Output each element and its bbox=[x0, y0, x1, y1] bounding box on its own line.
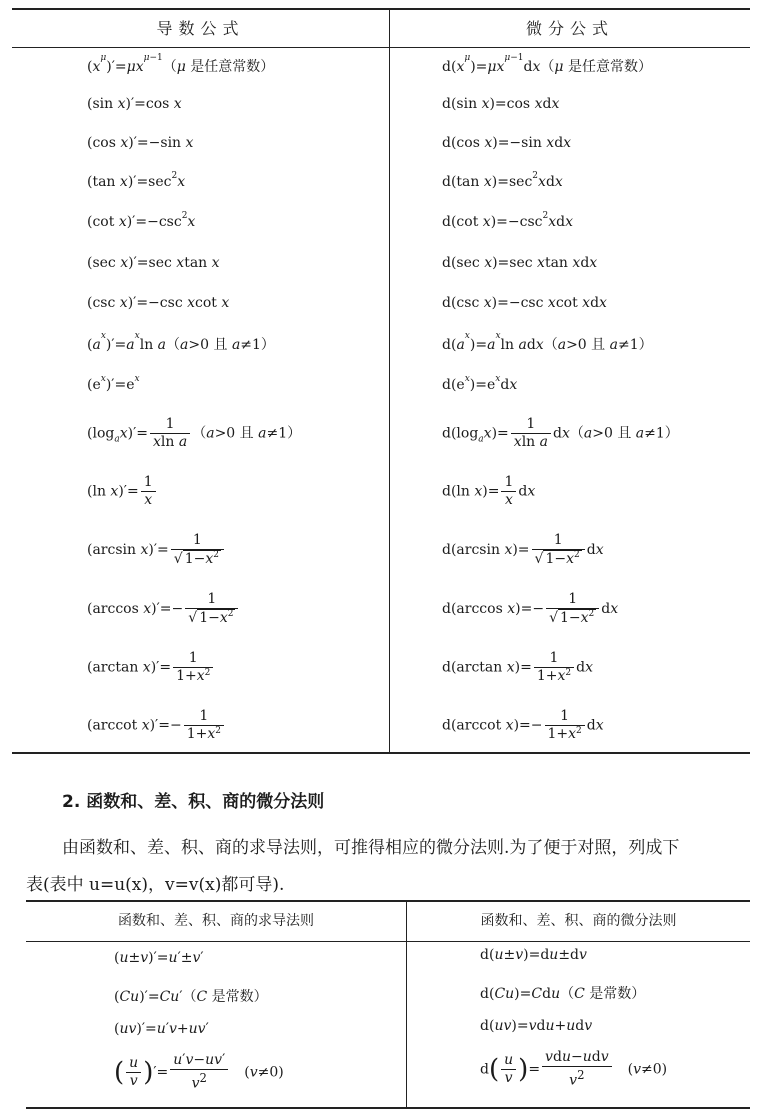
formula-derivative-ln: (ln x)′= $\frac{1}{x}$ bbox=[87, 474, 158, 509]
formula-differential-arcsin: d(arcsin x)= $\frac{1}{√ 1-x^2}$ dx bbox=[442, 532, 604, 567]
paragraph-line-1: 由函数和、差、积、商的求导法则，可推得相应的微分法则.为了便于对照，列成下 bbox=[62, 838, 680, 858]
table-bottom-rule bbox=[26, 1107, 750, 1109]
header-differential-formulas: 微分公式 bbox=[525, 19, 614, 38]
formula-differential-exponential-e: $d(e^x)=e^xdx$ bbox=[442, 374, 518, 393]
formula-differential-exponential-a: $d(a^x)=a^x\ln$ adx（a>0 且 a≠1） bbox=[442, 331, 653, 353]
formula-differential-cos: d(cos x)=−sin xdx bbox=[442, 135, 572, 151]
rule-differential-sum: d(u±v)=du±dv bbox=[480, 947, 587, 963]
rule-differential-product: d(uv)=vdu+udv bbox=[480, 1018, 593, 1034]
formula-differential-cot: d(cot $x)=-\csc^2xdx$ bbox=[442, 211, 573, 230]
formula-differential-sin: d(sin x)=cos xdx bbox=[442, 96, 560, 112]
table-column-divider bbox=[389, 8, 390, 754]
formula-derivative-arcsin: (arcsin x)′= $\frac{1}{√ 1-x^2}$ bbox=[87, 532, 226, 568]
formula-differential-tan: d(tan $x)=\sec^2xdx$ bbox=[442, 171, 563, 190]
formula-derivative-power: $(x^\mu)'=\mu x^{\mu-1}(\mu$ 是任意常数） bbox=[87, 53, 275, 75]
rule-derivative-quotient: ( $\frac{u}{v}$ )′= $\frac{u'v-uv'}{v^2}$ (v≠0) bbox=[114, 1052, 284, 1092]
formula-differential-csc: d(csc x)=−csc xcot xdx bbox=[442, 295, 607, 311]
formula-differential-arctan: d(arctan x)= $\frac{1}{1+x^2}$ dx bbox=[442, 650, 594, 684]
formula-derivative-sec: (sec x)′=sec xtan x bbox=[87, 255, 220, 271]
formula-derivative-sin: (sin x)′=cos x bbox=[87, 96, 182, 112]
formula-derivative-tan: (tan $x)'=\sec^2x$ bbox=[87, 171, 186, 190]
paragraph-line-2: 表(表中 u=u(x)，v=v(x)都可导). bbox=[26, 875, 285, 895]
formula-differential-arccos: d(arccos x)=− $\frac{1}{√ 1-x^2}$ dx bbox=[442, 591, 619, 626]
table-header-rule bbox=[26, 941, 750, 942]
formula-differential-log-a: $d(\log_ax)=$ $\frac{1}{\text{xln a}}$ dx（a>0 且 a≠1） bbox=[442, 416, 679, 450]
header-derivative-formulas: 导数公式 bbox=[156, 19, 245, 38]
formula-derivative-cot: (cot $x)'=-\csc^2x$ bbox=[87, 211, 196, 230]
rule-derivative-sum: (u±v)′=u′±v′ bbox=[114, 950, 204, 966]
rule-derivative-constant: (Cu)′=Cu′（C 是常数） bbox=[114, 989, 268, 1005]
header-derivative-rules: 函数和、差、积、商的求导法则 bbox=[118, 913, 314, 929]
header-differential-rules: 函数和、差、积、商的微分法则 bbox=[480, 913, 677, 929]
formula-differential-power: $d(x^\mu)=\mu x^{\mu-1}dx(\mu$ 是任意常数） bbox=[442, 53, 652, 75]
table-bottom-rule bbox=[12, 752, 750, 754]
table-header-rule bbox=[12, 47, 750, 48]
formula-derivative-exponential-e: $(e^x)'=e^x$ bbox=[87, 374, 140, 393]
formula-derivative-exponential-a: $(a^x)'=a^x\ln$ a（a>0 且 a≠1） bbox=[87, 331, 275, 353]
formula-derivative-arccot: (arccot x)′=− $\frac{1}{1+x^2}$ bbox=[87, 708, 226, 743]
formula-derivative-cos: (cos x)′=−sin x bbox=[87, 135, 194, 151]
section-heading: 2. 函数和、差、积、商的微分法则 bbox=[62, 792, 325, 812]
formula-derivative-arctan: (arctan x)′= $\frac{1}{1+x^2}$ bbox=[87, 650, 215, 685]
rule-differential-quotient: d( $\frac{u}{v}$ )= $\frac{\text{vdu−udv}}{v^2}$ (v≠0) bbox=[480, 1049, 668, 1089]
derivative-formula-table bbox=[12, 8, 750, 754]
formula-differential-sec: d(sec x)=sec xtan xdx bbox=[442, 255, 598, 271]
formula-derivative-log-a: $(\log_ax)'=$ $\frac{1}{\text{xln a}}$ （a>0 且 a≠1） bbox=[87, 416, 302, 450]
formula-differential-arccot: d(arccot x)=− $\frac{1}{1+x^2}$ dx bbox=[442, 708, 604, 742]
formula-derivative-csc: (csc x)′=−csc xcot x bbox=[87, 295, 230, 311]
rule-differential-constant: d(Cu)=Cdu（C 是常数） bbox=[480, 986, 646, 1002]
rule-derivative-product: (uv)′=u′v+uv′ bbox=[114, 1021, 209, 1037]
arithmetic-rules-table bbox=[26, 900, 750, 1112]
formula-differential-ln: d(ln x)= $\frac{1}{x}$ dx bbox=[442, 474, 536, 508]
formula-derivative-arccos: (arccos x)′=− $\frac{1}{√ 1-x^2}$ bbox=[87, 591, 240, 627]
